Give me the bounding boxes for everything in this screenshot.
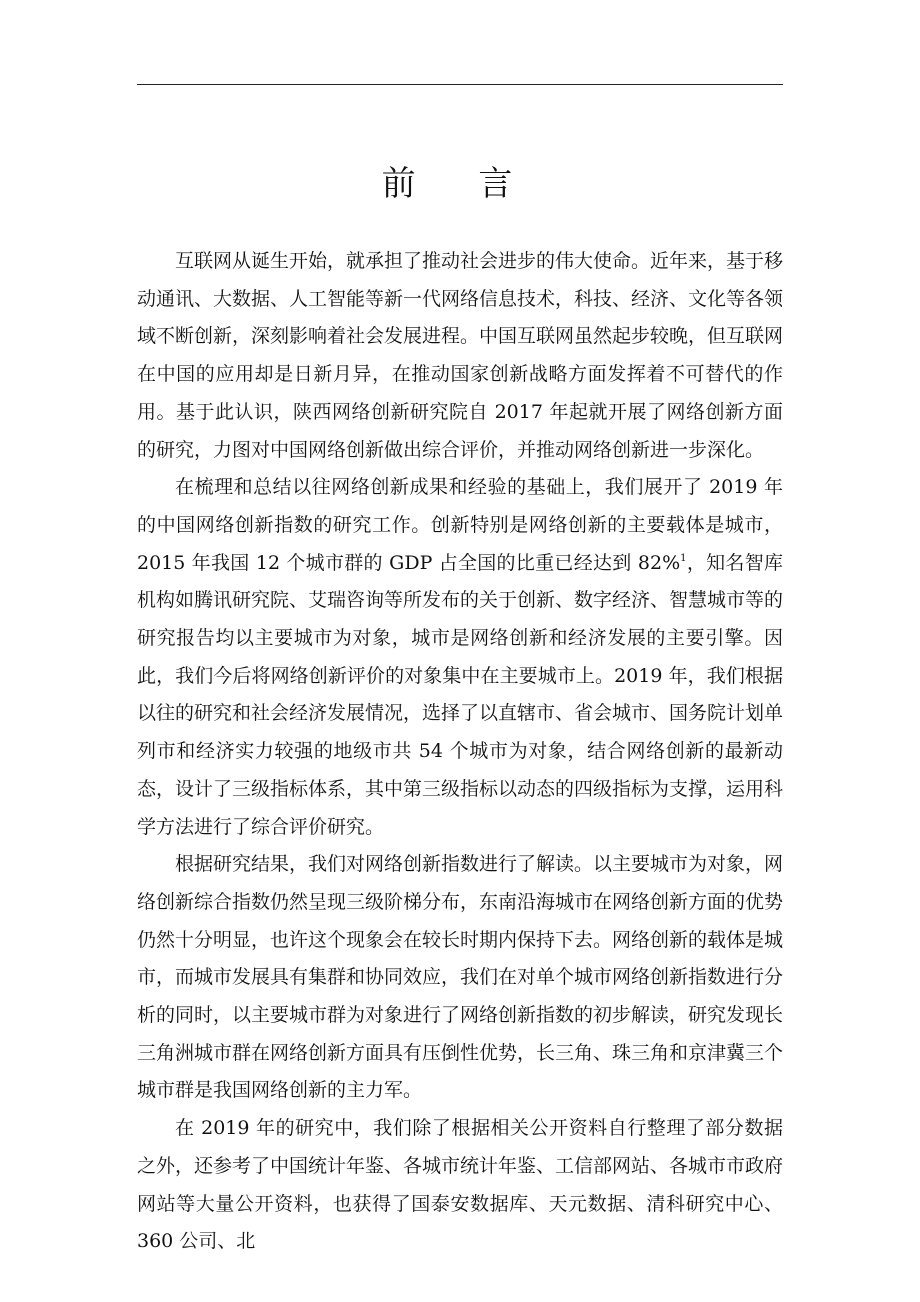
page-title: 前 言 bbox=[381, 164, 539, 204]
paragraph-research-work bbox=[137, 469, 783, 846]
footnote-mark: 1 bbox=[680, 552, 687, 564]
paragraph-text: ，知名智库机构如腾讯研究院、艾瑞咨询等所发布的关于创新、数字经济、智慧城市等的研究报告均以主要城市为对象，城市是网络创新和经济发展的主要引擎。因此，我们今后将网络创新评价的对象集中在主要城市上。2019 年，我们根据以往的研究和社会经济发展情况，选择了以直辖市、省会城市、国务院计划单列市和经济实力较强的地级市共 54 个城市为对象，结合网络创新的最新动态，设计了三级指标体系，其中第三级指标以动态的四级指标为支撑，运用科学方法进行了综合评价研究。 bbox=[137, 551, 784, 838]
header-rule bbox=[137, 84, 783, 85]
paragraph-data-sources: 在 2019 年的研究中，我们除了根据相关公开资料自行整理了部分数据之外，还参考了中国统计年鉴、各城市统计年鉴、工信部网站、各城市市政府网站等大量公开资料，也获得了国泰安数据库、天元数据、清科研究中心、360 公司、北 bbox=[137, 1117, 784, 1253]
paragraph-intro: 互联网从诞生开始，就承担了推动社会进步的伟大使命。近年来，基于移动通讯、大数据、人工智能等新一代网络信息技术，科技、经济、文化等各领域不断创新，深刻影响着社会发展进程。中国互联网虽然起步较晚，但互联网在中国的应用却是日新月异，在推动国家创新战略方面发挥着不可替代的作用。基于此认识，陕西网络创新研究院自 2017 年起就开展了网络创新方面的研究，力图对中国网络创新做出综合评价，并推动网络创新进一步深化。 bbox=[137, 250, 784, 461]
document-body bbox=[137, 243, 783, 1261]
paragraph-text: 在梳理和总结以往网络创新成果和经验的基础上，我们展开了 2019 年的中国网络创新指数的研究工作。创新特别是网络创新的主要载体是城市，2015 年我国 12 个城市群的 GDP 占全国的比重已经达到 82% bbox=[137, 476, 783, 574]
paragraph-results: 根据研究结果，我们对网络创新指数进行了解读。以主要城市为对象，网络创新综合指数仍然呈现三级阶梯分布，东南沿海城市在网络创新方面的优势仍然十分明显，也许这个现象会在较长时期内保持下去。网络创新的载体是城市，而城市发展具有集群和协同效应，我们在对单个城市网络创新指数进行分析的同时，以主要城市群为对象进行了网络创新指数的初步解读，研究发现长三角洲城市群在网络创新方面具有压倒性优势，长三角、珠三角和京津冀三个城市群是我国网络创新的主力军。 bbox=[137, 853, 784, 1102]
